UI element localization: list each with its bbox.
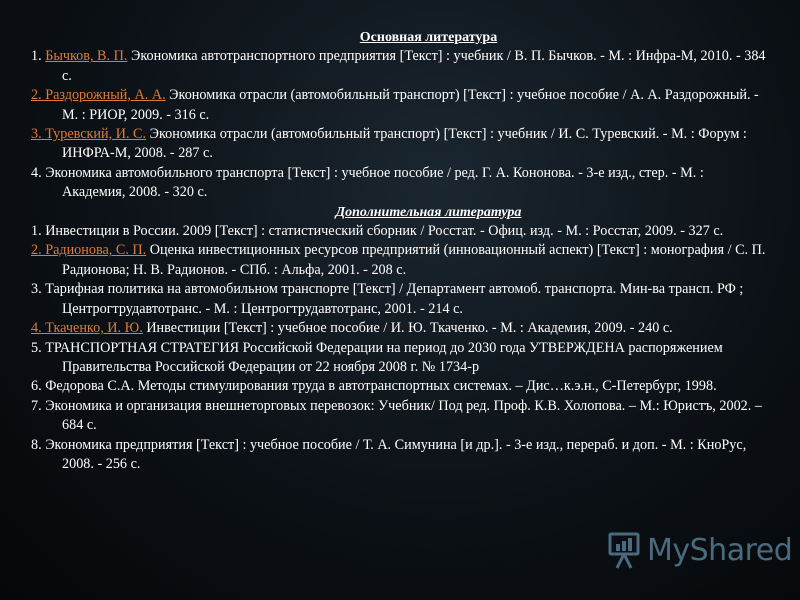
author-link[interactable]: 3. Туревский, И. С. [31,126,147,143]
entry-text: Экономика отрасли (автомобильный транспорт) [Текст] : учебник / И. С. Туревский. - М. : Форум : ИНФРА-М, 2008. - 287 с. [62,126,747,162]
list-item [31,241,766,280]
list-item [31,164,766,203]
list-item [31,319,766,338]
author-link[interactable]: 2. Радионова, С. П. [31,242,147,259]
entry-text: Оценка инвестиционных ресурсов предприятий (инновационный аспект) [Текст] : монография / С. П. Радионова; Н. В. Радионов. - СПб. : Альфа, 2001. - 208 с. [62,242,766,278]
author-link[interactable]: 4. Ткаченко, И. Ю. [31,320,143,337]
entry-number: 1. [31,48,46,65]
list-item [31,397,766,436]
list-item [31,125,766,164]
entry-text: 4. Экономика автомобильного транспорта [Текст] : учебное пособие / ред. Г. А. Кононова. - 3-е изд., стер. - М. : Академия, 2008. - 320 с. [31,164,704,201]
list-item [31,86,766,125]
author-link[interactable]: 2. Раздорожный, А. А. [31,87,166,104]
list-item [31,377,766,396]
list-item [31,47,766,86]
logo-text: MyShared [647,533,793,569]
main-literature-heading: Основная литература [359,30,498,45]
myshared-logo [607,532,792,570]
author-link[interactable]: Бычков, В. П. [45,48,128,65]
main-literature-list [31,47,766,202]
entry-text: Экономика автотранспортного предприятия [Текст] : учебник / В. П. Бычков. - М. : Инфра-М, 2010. - 384 с. [62,48,766,84]
bibliography [31,28,766,474]
list-item [31,280,766,319]
entry-text: Экономика отрасли (автомобильный транспорт) [Текст] : учебное пособие / А. А. Раздорожный. - М. : РИОР, 2009. - 316 с. [62,87,759,123]
entry-text: 1. Инвестиции в России. 2009 [Текст] : статистический сборник / Росстат. - Офиц. изд. - М. : Росстат, 2009. - 327 с. [31,223,724,240]
list-item [31,436,766,475]
entry-text: 3. Тарифная политика на автомобильном транспорте [Текст] / Департамент автомоб. транспорта. Мин-ва трансп. РФ ; Центрогтрудавтотранс. - М. : Центрогтрудавтотранс, 2001. - 214 с. [31,281,744,317]
entry-text: 6. Федорова С.А. Методы стимулирования труда в автотранспортных системах. – Дис…к.э.н., С-Петербург, 1998. [31,378,717,395]
entry-text: Инвестиции [Текст] : учебное пособие / И. Ю. Ткаченко. - М. : Академия, 2009. - 240 с. [142,320,673,337]
entry-text: 8. Экономика предприятия [Текст] : учебное пособие / Т. А. Симунина [и др.]. - 3-е изд., перераб. и доп. - М. : КноРус, 2008. - 256 с. [31,436,747,472]
additional-literature-list [31,222,766,474]
presentation-board-icon [607,532,641,570]
list-item [31,339,766,378]
list-item [31,222,766,241]
entry-text: 7. Экономика и организация внешнеторговых перевозок: Учебник/ Под ред. Проф. К.В. Холопова. – М.: Юристъ, 2002. – 684 с. [31,397,762,434]
entry-text: 5. ТРАНСПОРТНАЯ СТРАТЕГИЯ Российской Федерации на период до 2030 года УТВЕРЖДЕНА распоряжением Правительства Российской Федерации от 22 ноября 2008 г. № 1734-р [31,339,723,375]
additional-literature-heading: Дополнительная литература [335,204,522,220]
